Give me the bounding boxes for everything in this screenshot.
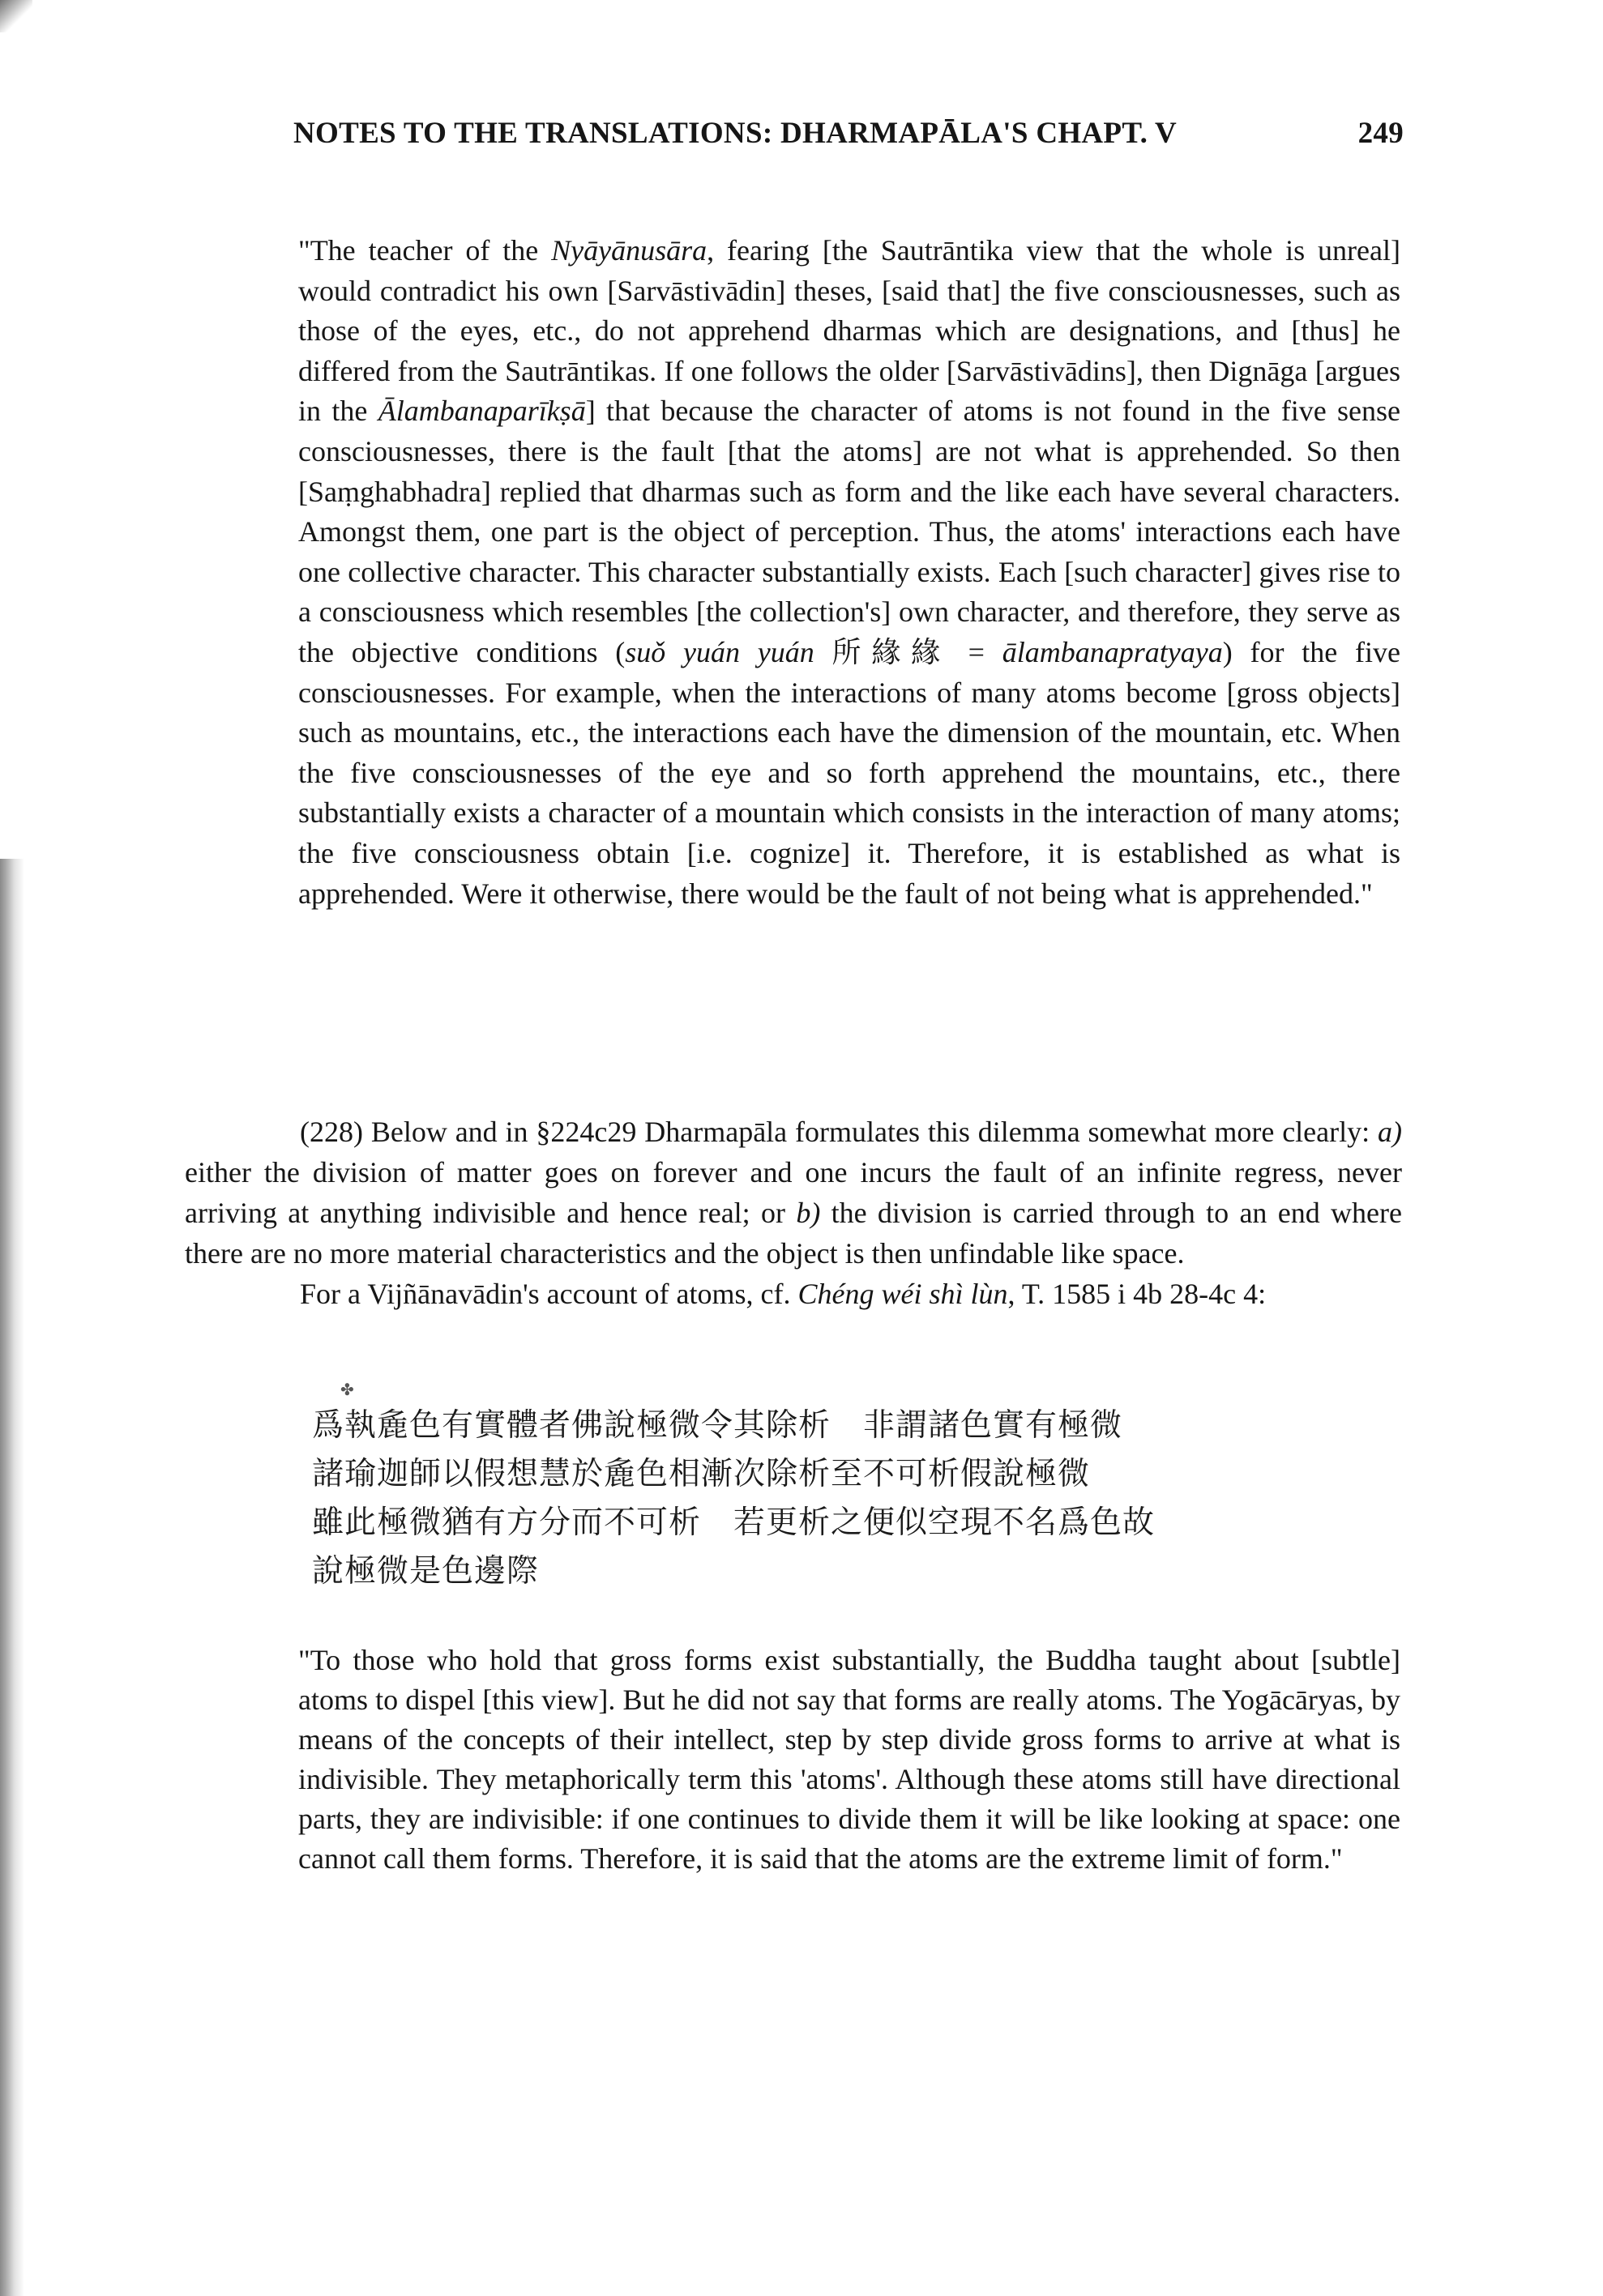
page-binding-shadow <box>0 859 24 2296</box>
running-header <box>293 116 1404 151</box>
header-title: NOTES TO THE TRANSLATIONS: DHARMAPĀLA'S CHAPT. V <box>293 117 1178 150</box>
chinese-citation <box>312 1402 1414 1596</box>
title-alambanapariksa: Ālambanaparīkṣā <box>378 395 586 428</box>
term-pinyin: suǒ yuán yuán <box>625 635 814 668</box>
margin-mark: ✤ <box>340 1381 354 1399</box>
term-cjk: 所緣緣 = <box>814 635 1002 668</box>
title-cheng-wei-shi-lun: Chéng wéi shì lùn <box>797 1278 1008 1310</box>
note-228-cf: For a Vijñānavādin's account of atoms, cf. Chéng wéi shì lùn, T. 1585 i 4b 28-4c 4: <box>300 1278 1267 1310</box>
cjk-line: 說極微是色邊際 <box>312 1553 540 1590</box>
page-number: 249 <box>1357 117 1404 150</box>
note-228 <box>185 1112 1402 1314</box>
note-228-body: (228) Below and in §224c29 Dharmapāla formulates this dilemma somewhat more clearly: a) either the division of matter goes on forever and one incurs the fault of an infinite regress, never arriving at anything indivisible and hence real; or b) the division is carried through to an end where there are no more material characteristics and the object is then unfindable like space. <box>185 1116 1402 1270</box>
term-sanskrit: ālambanapratyaya <box>1002 635 1223 668</box>
quoted-passage-1: "The teacher of the Nyāyānusāra, fearing [the Sautrāntika view that the whole is unreal] would contradict his own [Sarvāstivādin] theses, [said that] the five consciousnesses, such as those of the eyes, etc., do not apprehend dharmas which are designations, and [thus] he differed from the Sautrāntikas. If one follows the older [Sarvāstivādins], then Dignāga [argues in the Ālambanaparīkṣā] that because the character of atoms is not found in the five sense consciousnesses, there is the fault [that the atoms] are not what is apprehended. So then [Saṃghabhadra] replied that dharmas such as form and the like each have several characters. Amongst them, one part is the object of perception. Thus, the atoms' interactions each have one collective character. This character substantially exists. Each [such character] gives rise to a consciousness which resembles [the collection's] own character, and therefore, they serve as the objective conditions (suǒ yuán yuán 所緣緣 = ālambanapratyaya) for the five consciousnesses. For example, when the interactions of many atoms become [gross objects] such as mountains, etc., the interactions each have the dimension of the mountain, etc. When the five consciousnesses of the eye and so forth apprehend the mountains, etc., there substantially exists a character of a mountain which consists in the interaction of many atoms; the five consciousness obtain [i.e. cognize] it. Therefore, it is established as what is apprehended. Were it otherwise, there would be the fault of not being what is apprehended." <box>298 234 1401 910</box>
cjk-line: 雖此極微猶有方分而不可析 若更析之便似空現不名爲色故 <box>312 1504 1156 1541</box>
page-corner-shadow <box>0 0 32 32</box>
title-nyayanusara: Nyāyānusāra <box>551 234 707 267</box>
cjk-line: 爲執麁色有實體者佛說極微令其除析 非謂諸色實有極微 <box>312 1407 1123 1444</box>
cjk-line: 諸瑜迦師以假想慧於麁色相漸次除析至不可析假說極微 <box>312 1456 1091 1492</box>
quoted-passage-2: "To those who hold that gross forms exist substantially, the Buddha taught about [subtle] atoms to dispel [this view]. But he did not say that forms are really atoms. The Yogācāryas, by means of the concepts of their intellect, step by step divide gross forms to arrive at what is indivisible. They metaphorically term this 'atoms'. Although these atoms still have directional parts, they are indivisible: if one continues to divide them it will be like looking at space: one cannot call them forms. Therefore, it is said that the atoms are the extreme limit of form." <box>298 1644 1400 1875</box>
